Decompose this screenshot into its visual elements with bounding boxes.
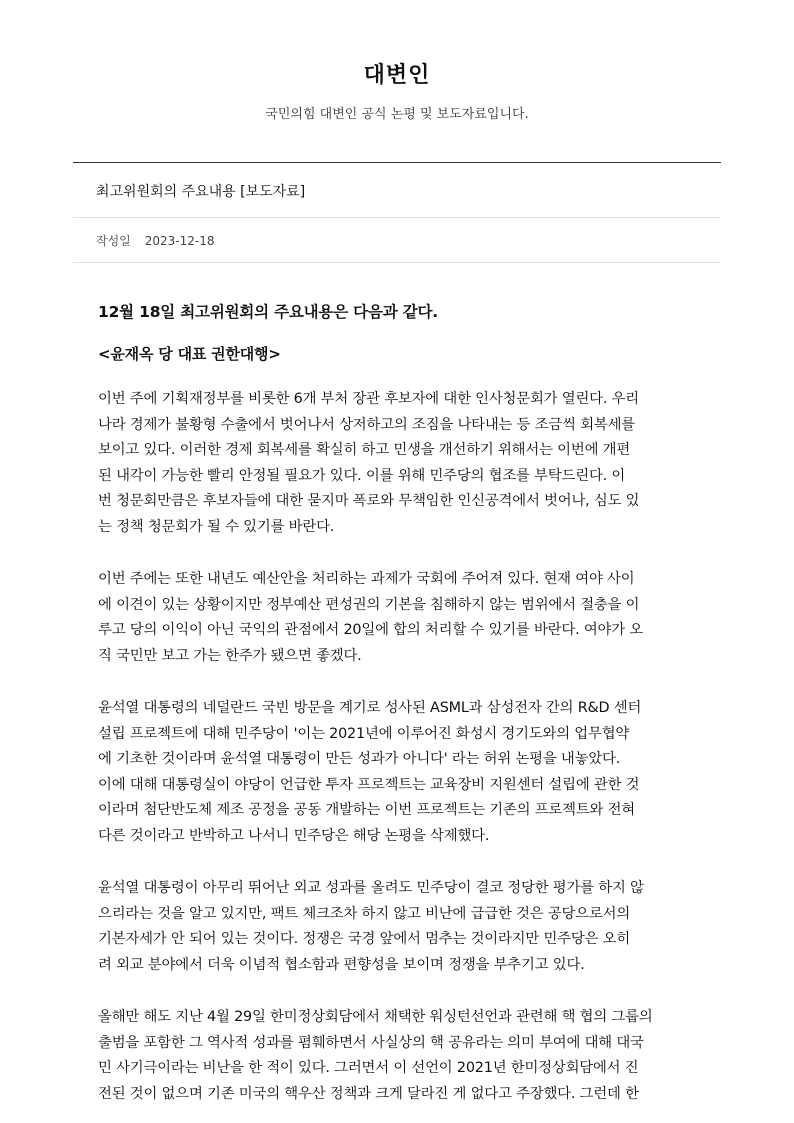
- paragraph-line: 민 사기극이라는 비난을 한 적이 있다. 그러면서 이 선언이 2021년 한미정상회담에서 진: [98, 1060, 639, 1076]
- paragraph-line: 이번 주에 기획재정부를 비롯한 6개 부처 장관 후보자에 대한 인사청문회가 열린다. 우리: [98, 391, 639, 407]
- paragraph-line: 기본자세가 안 되어 있는 것이다. 정쟁은 국경 앞에서 멈추는 것이라지만 민주당은 오히: [98, 931, 631, 947]
- paragraph-line: 전된 것이 없으며 기존 미국의 핵우산 정책과 크게 달라진 게 없다고 주장했다. 그런데 한: [98, 1085, 639, 1102]
- lead-sentence: [98, 300, 702, 326]
- paragraph-line: 출범을 포함한 그 역사적 성과를 폄훼하면서 사실상의 핵 공유라는 의미 부여에 대해 대국: [98, 1034, 644, 1051]
- paragraph-line: 이번 주에는 또한 내년도 예산안을 처리하는 과제가 국회에 주어져 있다. 현재 여야 사이: [98, 571, 635, 587]
- paragraph-line: 는 정책 청문회가 될 수 있기를 바란다.: [98, 518, 335, 535]
- meta-divider: [73, 262, 721, 263]
- meta-date: 2023-12-18: [144, 234, 215, 248]
- paragraph-line: 윤석열 대통령이 아무리 뛰어난 외교 성과를 올려도 민주당이 결코 정당한 평가를 하지 않: [98, 880, 644, 896]
- paragraph-line: 에 기초한 것이라며 윤석열 대통령이 만든 성과가 아니다' 라는 허위 논평을 내놓았다.: [98, 751, 621, 767]
- paragraph: [98, 387, 702, 540]
- paragraph: [98, 567, 702, 669]
- paragraph-line: 보이고 있다. 이러한 경제 회복세를 확실히 하고 민생을 개선하기 위해서는 이번에 개편: [98, 442, 631, 458]
- article-body: [98, 300, 702, 1107]
- lead-text: 12월 18일 최고위원회의 주요내용은 다음과 같다.: [98, 303, 438, 321]
- post-meta: [96, 232, 215, 249]
- site-title: 대변인: [363, 63, 431, 88]
- paragraph-line: 이라며 첨단반도체 제조 공정을 공동 개발하는 이번 프로젝트는 기존의 프로젝트와 전혀: [98, 802, 635, 818]
- paragraph-line: 된 내각이 가능한 빨리 안정될 필요가 있다. 이를 위해 민주당의 협조를 부탁드린다. 이: [98, 467, 626, 484]
- paragraph-line: 번 청문회만큼은 후보자들에 대한 묻지마 폭로와 무책임한 인신공격에서 벗어나, 심도 있: [98, 493, 640, 509]
- paragraph-line: 으리라는 것을 알고 있지만, 팩트 체크조차 하지 않고 비난에 급급한 것은 공당으로서의: [98, 905, 631, 922]
- title-divider: [73, 217, 721, 218]
- paragraph: [98, 876, 702, 978]
- post-title: 최고위원회의 주요내용 [보도자료]: [96, 184, 306, 200]
- paragraph-line: 나라 경제가 불황형 수출에서 벗어나서 상저하고의 조짐을 나타내는 등 조금씩 회복세를: [98, 416, 635, 433]
- meta-label: 작성일: [96, 234, 131, 248]
- header-divider: [73, 162, 721, 163]
- paragraph-line: 설립 프로젝트에 대해 민주당이 '이는 2021년에 이루어진 화성시 경기도와의 업무협약: [98, 725, 630, 742]
- paragraph-line: 다른 것이라고 반박하고 나서니 민주당은 해당 논평을 삭제했다.: [98, 827, 490, 844]
- paragraph-line: 이에 대해 대통령실이 야당이 언급한 투자 프로젝트는 교육장비 지원센터 설립에 관한 것: [98, 776, 640, 793]
- paragraph: [98, 696, 702, 849]
- paragraph-line: 루고 당의 이익이 아닌 국익의 관점에서 20일에 합의 처리할 수 있기를 바란다. 여야가 오: [98, 622, 644, 638]
- paragraph: [98, 1005, 702, 1107]
- section-heading: <윤재옥 당 대표 권한대행>: [98, 344, 281, 363]
- paragraph-line: 윤석열 대통령의 네덜란드 국빈 방문을 계기로 성사된 ASML과 삼성전자 간의 R&D 센터: [98, 700, 642, 716]
- paragraph-line: 에 이견이 있는 상황이지만 정부예산 편성권의 기본을 침해하지 않는 범위에서 절충을 이: [98, 596, 640, 613]
- paragraph-line: 려 외교 분야에서 더욱 이념적 협소함과 편향성을 보이며 정쟁을 부추기고 있다.: [98, 956, 585, 973]
- site-subtitle: 국민의힘 대변인 공식 논평 및 보도자료입니다.: [265, 107, 529, 122]
- paragraph-line: 직 국민만 보고 가는 한주가 됐으면 좋겠다.: [98, 647, 362, 664]
- paragraph-line: 올해만 해도 지난 4월 29일 한미정상회담에서 채택한 워싱턴선언과 관련해 핵 협의 그룹의: [98, 1009, 653, 1025]
